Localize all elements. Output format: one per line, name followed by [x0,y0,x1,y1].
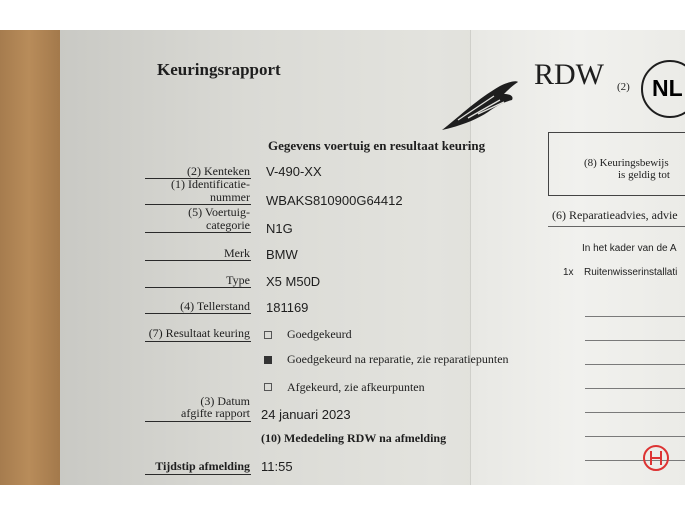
result-option-approved: Goedgekeurd [287,327,352,341]
field-underline [145,287,251,288]
result-checkbox-approved [264,331,272,339]
rdw-bird-logo-icon [438,76,520,134]
hs-watermark-icon [642,444,670,472]
blank-line [585,412,685,413]
context-text: In het kader van de A [582,243,677,254]
field-label-identificatie-1: (1) Identificatie- [171,177,250,191]
blank-line [585,340,685,341]
field-label-merk: Merk [224,246,250,260]
blank-line [585,388,685,389]
field-value-tellerstand: 181169 [266,300,309,315]
blank-line [585,364,685,365]
field-label-identificatie-2: nummer [210,190,250,204]
field-value-merk: BMW [266,247,298,262]
field-label-categorie-2: categorie [206,218,250,232]
field-value-identificatie: WBAKS810900G64412 [266,193,403,208]
blank-line [585,436,685,437]
field-label-tellerstand: (4) Tellerstand [180,299,250,313]
rdw-number: (2) [617,81,630,93]
field-label-type: Type [226,273,250,287]
field-underline [145,313,251,314]
field-underline [145,341,251,342]
section-heading: Gegevens voertuig en resultaat keuring [268,138,486,153]
notice-heading: (10) Mededeling RDW na afmelding [261,431,447,445]
item-text: Ruitenwisserinstallati [584,267,678,278]
date-label-2: afgifte rapport [181,406,250,420]
certificate-text-2: is geldig tot [618,169,670,181]
time-value: 11:55 [261,459,293,474]
field-underline [145,232,251,233]
field-underline [145,474,251,475]
blank-line [585,460,685,461]
result-label: (7) Resultaat keuring [148,326,250,340]
field-label-categorie-1: (5) Voertuig- [188,205,250,219]
time-label: Tijdstip afmelding [155,459,250,473]
repair-advice-heading: (6) Reparatieadvies, advie [552,208,678,222]
item-quantity: 1x [563,267,574,278]
field-underline [145,260,251,261]
result-option-approved-after-repair: Goedgekeurd na reparatie, zie reparatiepunten [287,352,509,366]
document-title: Keuringsrapport [157,60,281,79]
result-option-rejected: Afgekeurd, zie afkeurpunten [287,380,425,394]
date-value: 24 januari 2023 [261,407,351,422]
rdw-logo-text: RDW [534,58,604,91]
field-value-categorie: N1G [266,221,293,236]
heading-underline [548,226,685,227]
country-code: NL [652,75,683,101]
field-value-kenteken: V-490-XX [266,164,322,179]
result-checkbox-rejected [264,383,272,391]
field-underline [145,421,251,422]
field-label-kenteken: (2) Kenteken [187,164,250,178]
result-checkbox-approved-after-repair [264,356,272,364]
blank-line [585,316,685,317]
certificate-text-1: (8) Keuringsbewijs [584,157,669,169]
field-value-type: X5 M50D [266,274,321,289]
date-label-1: (3) Datum [200,394,250,408]
